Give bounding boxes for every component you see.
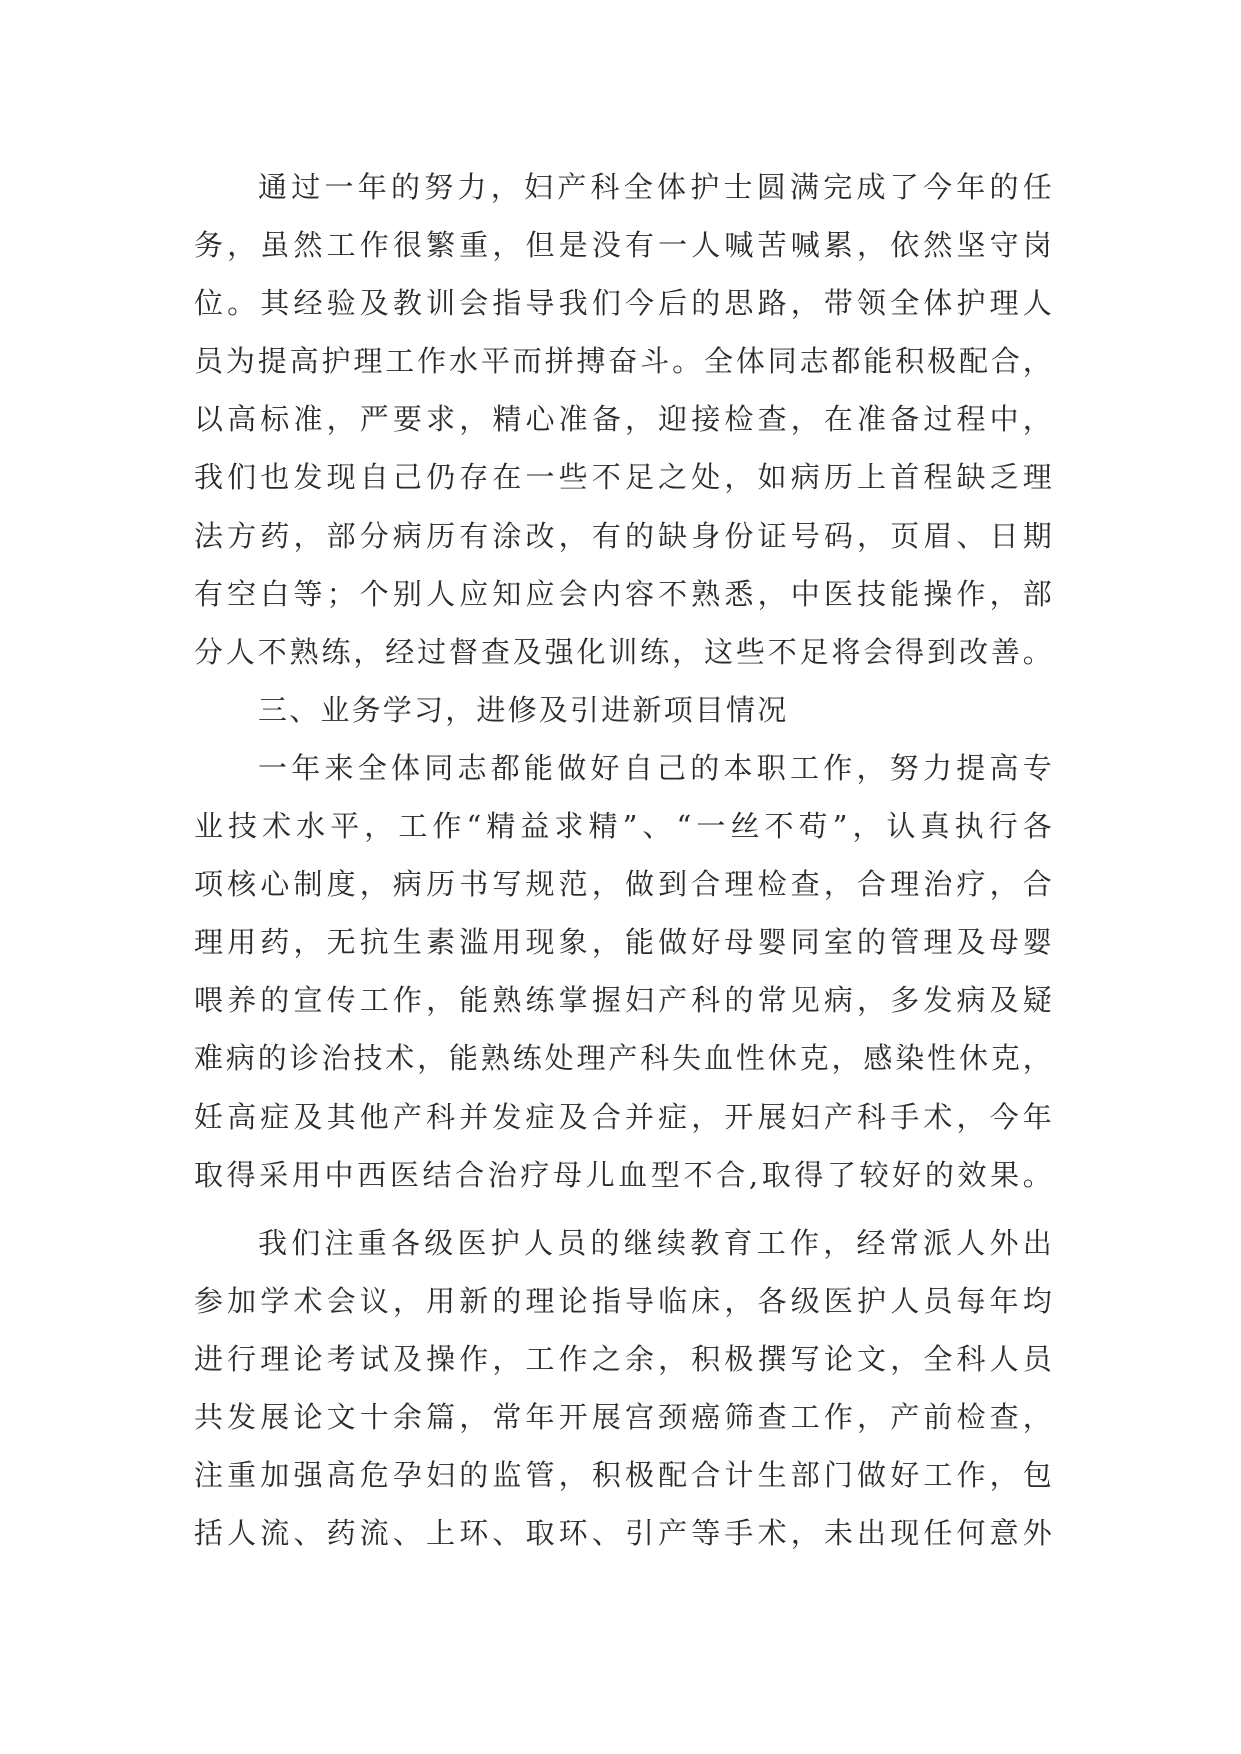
text-line: 分人不熟练，经过督查及强化训练，这些不足将会得到改善。	[194, 634, 1054, 669]
text-line: 注重加强高危孕妇的监管，积极配合计生部门做好工作，包	[194, 1458, 1054, 1493]
text-line: 项核心制度，病历书写规范，做到合理检查，合理治疗，合	[194, 867, 1054, 902]
text-line: 喂养的宣传工作，能熟练掌握妇产科的常见病，多发病及疑	[194, 983, 1054, 1018]
text-line: 妊高症及其他产科并发症及合并症，开展妇产科手术，今年	[194, 1099, 1054, 1134]
text-line: 法方药，部分病历有涂改，有的缺身份证号码，页眉、日期	[194, 518, 1054, 553]
text-line: 进行理论考试及操作，工作之余，积极撰写论文，全科人员	[194, 1341, 1054, 1376]
text-line: 业技术水平，工作“精益求精”、“一丝不苟”，认真执行各	[194, 809, 1054, 844]
text-line: 员为提高护理工作水平而拼搏奋斗。全体同志都能积极配合，	[194, 344, 1054, 379]
text-line: 位。其经验及教训会指导我们今后的思路，带领全体护理人	[194, 286, 1054, 321]
text-line: 有空白等；个别人应知应会内容不熟悉，中医技能操作，部	[194, 576, 1054, 611]
text-line: 难病的诊治技术，能熟练处理产科失血性休克，感染性休克，	[194, 1041, 1054, 1076]
text-line: 我们也发现自己仍存在一些不足之处，如病历上首程缺乏理	[194, 460, 1054, 495]
section-heading: 三、业务学习，进修及引进新项目情况	[258, 692, 789, 727]
text-line: 一年来全体同志都能做好自己的本职工作，努力提高专	[258, 750, 1054, 785]
text-line: 共发展论文十余篇，常年开展宫颈癌筛查工作，产前检查，	[194, 1399, 1054, 1434]
text-line: 通过一年的努力，妇产科全体护士圆满完成了今年的任	[258, 170, 1054, 204]
text-line: 参加学术会议，用新的理论指导临床，各级医护人员每年均	[194, 1283, 1054, 1318]
text-line: 理用药，无抗生素滥用现象，能做好母婴同室的管理及母婴	[194, 925, 1054, 960]
document-body	[194, 158, 1054, 1562]
text-line: 括人流、药流、上环、取环、引产等手术，未出现任何意外	[194, 1516, 1054, 1551]
text-line: 我们注重各级医护人员的继续教育工作，经常派人外出	[258, 1225, 1054, 1260]
text-line: 以高标准，严要求，精心准备，迎接检查，在准备过程中，	[194, 402, 1054, 437]
text-line: 务，虽然工作很繁重，但是没有一人喊苦喊累，依然坚守岗	[194, 228, 1054, 263]
text-line: 取得采用中西医结合治疗母儿血型不合,取得了较好的效果。	[194, 1157, 1054, 1192]
